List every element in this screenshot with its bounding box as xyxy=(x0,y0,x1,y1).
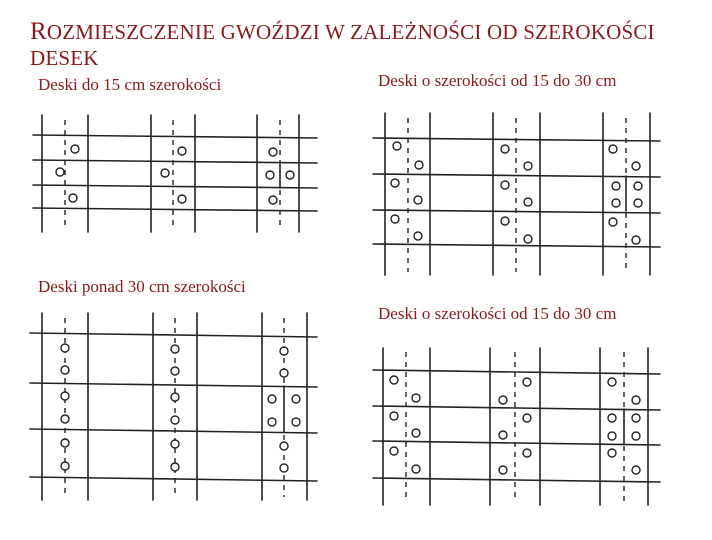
diagram-medium-boards-top xyxy=(373,113,660,275)
board-line xyxy=(30,477,317,481)
nail-mark xyxy=(501,181,509,189)
board-line xyxy=(373,174,660,177)
board-line xyxy=(373,244,660,247)
nail-mark xyxy=(61,392,69,400)
panel-label-medium-boards-bottom: Deski o szerokości od 15 do 30 cm xyxy=(378,304,617,323)
nail-mark xyxy=(71,145,79,153)
nail-mark xyxy=(61,344,69,352)
nail-mark xyxy=(523,449,531,457)
nail-mark xyxy=(268,395,276,403)
nail-mark xyxy=(412,394,420,402)
page-title: ROZMIESZCZENIE GWOŹDZI W ZALEŻNOŚCI OD SZEROKOŚCI DESEK xyxy=(30,18,655,70)
nail-mark xyxy=(414,196,422,204)
nail-mark xyxy=(523,414,531,422)
joists xyxy=(385,113,650,275)
nail-mark xyxy=(393,142,401,150)
nail-mark xyxy=(61,415,69,423)
nail-mark xyxy=(390,376,398,384)
board-line xyxy=(373,406,660,410)
nail-mark xyxy=(292,395,300,403)
board-line xyxy=(33,185,317,188)
nail-mark xyxy=(280,369,288,377)
nail-mark xyxy=(280,347,288,355)
diagram-narrow-boards xyxy=(33,115,317,232)
nail-mark xyxy=(608,432,616,440)
nail-mark xyxy=(391,179,399,187)
panel-label-narrow-boards: Deski do 15 cm szerokości xyxy=(38,75,222,94)
board-line xyxy=(373,441,660,445)
nail-mark xyxy=(178,147,186,155)
nail-mark xyxy=(612,199,620,207)
nail-mark xyxy=(268,418,276,426)
nail-mark xyxy=(608,378,616,386)
nail-mark xyxy=(61,462,69,470)
nail-mark xyxy=(524,235,532,243)
board-line xyxy=(33,135,317,138)
board-line xyxy=(30,333,317,337)
nail-mark xyxy=(171,345,179,353)
nail-mark xyxy=(390,447,398,455)
nail-mark xyxy=(634,199,642,207)
nail-mark xyxy=(412,429,420,437)
joists xyxy=(42,115,299,232)
nail-mark xyxy=(499,396,507,404)
nail-mark xyxy=(171,440,179,448)
nail-mark xyxy=(391,215,399,223)
nail-mark xyxy=(390,412,398,420)
nail-mark xyxy=(269,196,277,204)
nail-mark xyxy=(632,236,640,244)
nail-mark xyxy=(501,217,509,225)
nail-mark xyxy=(171,416,179,424)
nail-mark xyxy=(56,168,64,176)
nail-mark xyxy=(524,198,532,206)
nails xyxy=(56,145,294,204)
nail-mark xyxy=(632,414,640,422)
nail-mark xyxy=(266,171,274,179)
board-edges xyxy=(30,333,317,481)
nail-mark xyxy=(171,463,179,471)
board-line xyxy=(373,478,660,482)
diagram-wide-boards xyxy=(30,313,317,500)
nail-mark xyxy=(632,466,640,474)
nail-mark xyxy=(499,431,507,439)
panel-label-wide-boards: Deski ponad 30 cm szerokości xyxy=(38,277,246,296)
nail-mark xyxy=(171,393,179,401)
nail-mark xyxy=(501,145,509,153)
nail-mark xyxy=(632,396,640,404)
nail-mark xyxy=(632,162,640,170)
panel-label-medium-boards-top: Deski o szerokości od 15 do 30 cm xyxy=(378,71,617,90)
nail-mark xyxy=(280,442,288,450)
nail-mark xyxy=(524,162,532,170)
nail-mark xyxy=(499,466,507,474)
nail-mark xyxy=(171,367,179,375)
board-line xyxy=(30,429,317,433)
board-line xyxy=(30,383,317,387)
nail-mark xyxy=(608,414,616,422)
nail-mark xyxy=(634,182,642,190)
board-line xyxy=(373,370,660,374)
nail-mark xyxy=(609,218,617,226)
nails xyxy=(61,344,300,472)
nail-mark xyxy=(269,148,277,156)
nail-mark xyxy=(415,161,423,169)
nail-mark xyxy=(292,418,300,426)
nail-mark xyxy=(61,439,69,447)
nail-mark xyxy=(414,232,422,240)
nail-mark xyxy=(69,194,77,202)
board-line xyxy=(33,160,317,163)
diagram-medium-boards-bottom xyxy=(373,348,660,505)
nail-mark xyxy=(286,171,294,179)
nail-mark xyxy=(632,432,640,440)
nail-mark xyxy=(609,145,617,153)
nail-mark xyxy=(280,464,288,472)
nail-mark xyxy=(523,378,531,386)
nail-mark xyxy=(178,195,186,203)
nail-mark xyxy=(612,182,620,190)
nail-mark xyxy=(412,465,420,473)
nail-mark xyxy=(161,169,169,177)
nail-mark xyxy=(61,366,69,374)
board-line xyxy=(33,208,317,211)
nail-mark xyxy=(608,449,616,457)
